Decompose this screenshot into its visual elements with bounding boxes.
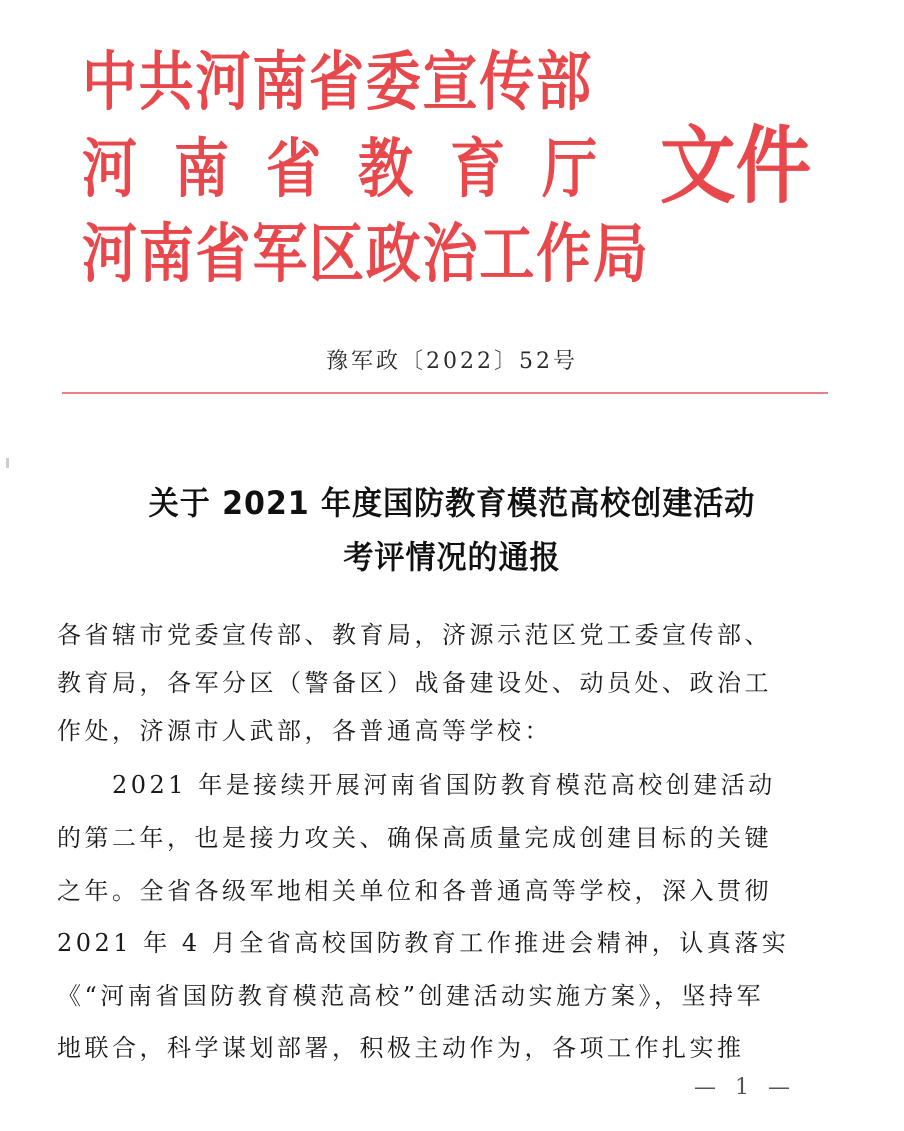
recipients-line-2: 教育局，各军分区（警备区）战备建设处、动员处、政治工 — [57, 669, 772, 697]
recipients-line-3: 作处，济源市人武部，各普通高等学校： — [57, 717, 552, 745]
body-paragraph-line: 之年。全省各级军地相关单位和各普通高等学校，深入贯彻 — [57, 877, 772, 905]
recipients-line-1: 各省辖市党委宣传部、教育局，济源示范区党工委宣传部、 — [57, 621, 772, 649]
page-number: — 1 — — [694, 1075, 796, 1100]
document-number: 豫军政〔2022〕52号 — [326, 349, 578, 374]
body-paragraph-line: 的第二年，也是接力攻关、确保高质量完成创建目标的关键 — [57, 824, 772, 852]
body-paragraph-line: 地联合，科学谋划部署，积极主动作为，各项工作扎实推 — [57, 1034, 745, 1062]
body-paragraph-line: 2021 年 4 月全省高校国防教育工作推进会精神，认真落实 — [57, 929, 790, 957]
body-paragraph-line: 《“河南省国防教育模范高校”创建活动实施方案》，坚持军 — [57, 982, 765, 1010]
document-title-line-1: 关于 2021 年度国防教育模范高校创建活动 — [148, 484, 756, 522]
scan-speck — [6, 458, 9, 468]
red-separator-line — [62, 392, 828, 394]
document-title-line-2: 考评情况的通报 — [343, 538, 561, 576]
issuer-propaganda-dept: 中共河南省委宣传部 — [82, 46, 593, 120]
document-type-label: 文件 — [660, 117, 812, 215]
body-paragraph-line: 2021 年是接续开展河南省国防教育模范高校创建活动 — [57, 771, 776, 799]
issuer-education-dept: 河南省教育厅 — [82, 133, 635, 207]
issuer-military-political-bureau: 河南省军区政治工作局 — [82, 218, 650, 292]
